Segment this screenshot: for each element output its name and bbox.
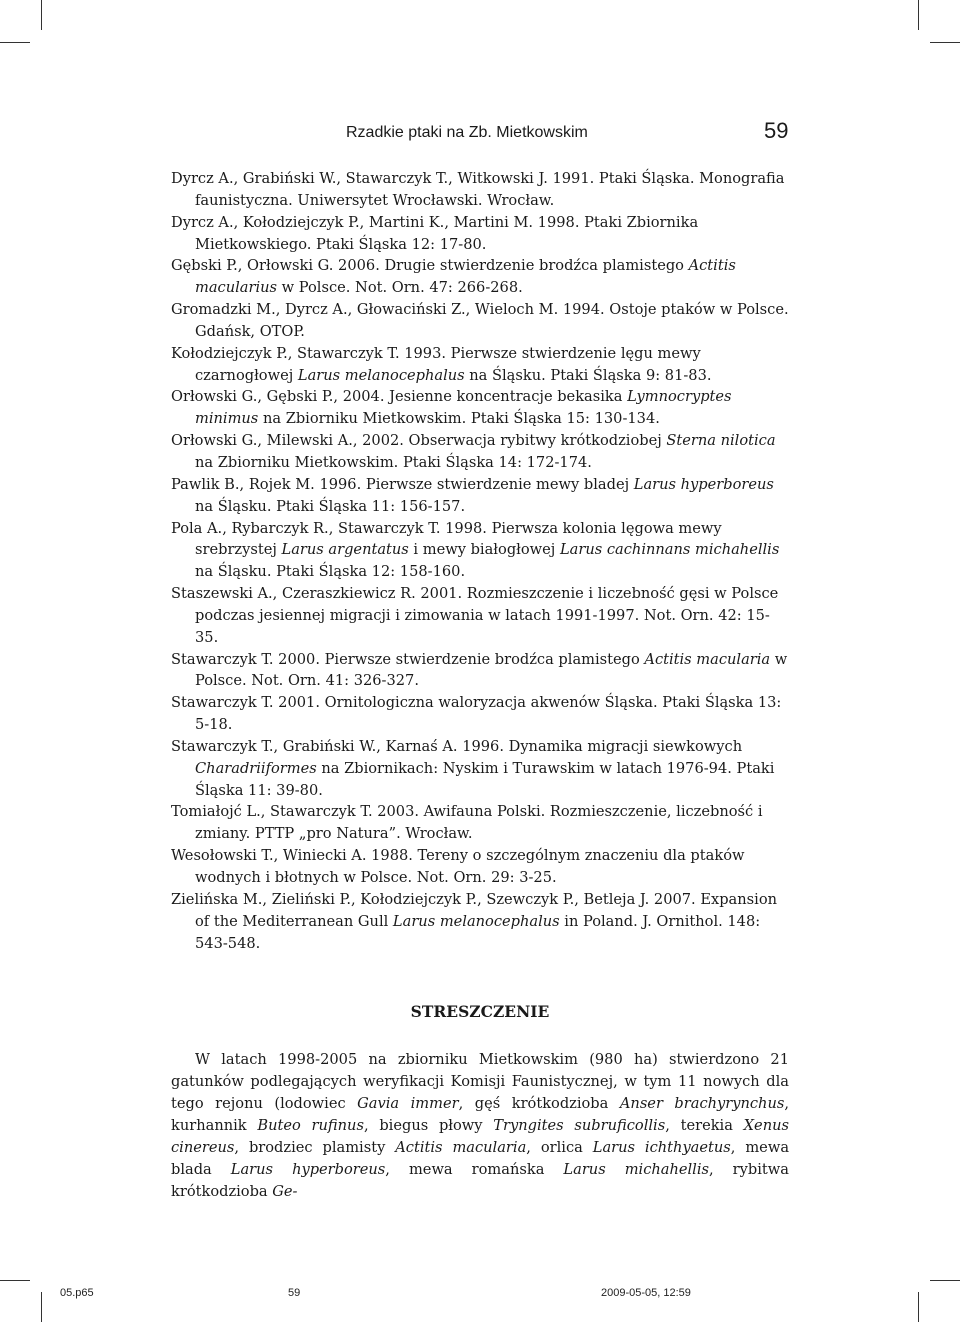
text-run: , biegus płowy <box>363 1117 494 1134</box>
text-run: Staszewski A., Czeraszkiewicz R. 2001. Rozmieszczenie i liczebność gęsi w Polsce podczas jesiennej migracji i zimowania w latach 1991-1997. Not. Orn. 42: 15-35. <box>171 585 779 646</box>
page-number: 59 <box>764 118 789 143</box>
reference-entry <box>171 845 789 889</box>
footer-filename: 05.p65 <box>60 1287 94 1299</box>
text-run: Orłowski G., Milewski A., 2002. Obserwacja rybitwy krótkodziobej <box>171 432 667 450</box>
text-run: Gromadzki M., Dyrcz A., Głowaciński Z., Wieloch M. 1994. Ostoje ptaków w Polsce. Gdańsk, OTOP. <box>171 301 789 340</box>
print-footer <box>0 1284 960 1304</box>
species-name: Buteo rufinus <box>257 1117 364 1134</box>
text-run: Orłowski G., Gębski P., 2004. Jesienne koncentracje bekasika <box>171 388 628 406</box>
text-run: Pawlik B., Rojek M. 1996. Pierwsze stwierdzenie mewy bladej <box>171 475 634 493</box>
crop-mark <box>0 42 30 43</box>
text-run: Stawarczyk T., Grabiński W., Karnaś A. 1996. Dynamika migracji siewkowych <box>171 737 743 755</box>
text-run: w Polsce. Not. Orn. 47: 266-268. <box>277 279 523 297</box>
text-run: Tomiałojć L., Stawarczyk T. 2003. Awifauna Polski. Rozmieszczenie, liczebność i zmiany. PTTP „pro Natura”. Wrocław. <box>171 803 763 843</box>
text-run: na Śląsku. Ptaki Śląska 12: 158-160. <box>195 563 466 581</box>
text-run: , orlica <box>526 1139 593 1156</box>
text-run: , terekia <box>665 1117 744 1134</box>
section-title: STRESZCZENIE <box>410 1002 550 1021</box>
text-run: , rybitwa krótkodzioba <box>171 1161 789 1200</box>
reference-entry <box>171 583 789 649</box>
text-run: , mewa blada <box>171 1139 790 1178</box>
species-name: Anser brachyrynchus <box>619 1095 785 1112</box>
text-run: , kurhannik <box>171 1095 789 1134</box>
text-run: in Poland. J. Ornithol. 148: 543-548. <box>195 912 761 952</box>
text-run: , gęś krótkodzioba <box>458 1095 620 1112</box>
text-run: Dyrcz A., Kołodziejczyk P., Martini K., Martini M. 1998. Ptaki Zbiornika Mietkowskiego. Ptaki Śląska 12: 17-80. <box>171 213 699 253</box>
text-run: Zielińska M., Zieliński P., Kołodziejczyk P., Szewczyk P., Betleja J. 2007. Expansion of the Mediterranean Gull <box>171 890 777 930</box>
text-run: , mewa romańska <box>385 1161 564 1178</box>
crop-mark <box>0 1280 30 1281</box>
reference-entry <box>171 736 789 802</box>
reference-entry <box>171 255 789 299</box>
species-name: Actitis macularius <box>195 257 736 297</box>
text-run: Pola A., Rybarczyk R., Stawarczyk T. 1998. Pierwsza kolonia lęgowa mewy srebrzystej <box>171 519 722 559</box>
species-name: Larus cachinnans michahellis <box>559 541 780 559</box>
text-run: na Zbiornikach: Nyskim i Turawskim w latach 1976-94. Ptaki Śląska 11: 39-80. <box>195 759 775 799</box>
species-name: Larus hyperboreus <box>633 475 774 493</box>
text-run: Dyrcz A., Grabiński W., Stawarczyk T., Witkowski J. 1991. Ptaki Śląska. Monografia faunistyczna. Uniwersytet Wrocławski. Wrocław. <box>171 170 785 209</box>
reference-entry <box>171 168 789 212</box>
species-name: Xenus cinereus <box>171 1117 789 1156</box>
species-name: Actitis macularia <box>644 650 771 668</box>
running-title: Rzadkie ptaki na Zb. Mietkowskim <box>346 124 588 141</box>
text-run: na Śląsku. Ptaki Śląska 9: 81-83. <box>464 366 712 384</box>
reference-list <box>171 168 789 954</box>
crop-mark <box>930 42 960 43</box>
text-run: na Zbiorniku Mietkowskim. Ptaki Śląska 14: 172-174. <box>195 453 592 471</box>
species-name: Sterna nilotica <box>666 432 776 450</box>
species-name: Larus ichthyaetus <box>592 1139 731 1156</box>
footer-timestamp: 2009-05-05, 12:59 <box>601 1287 691 1299</box>
reference-entry <box>171 474 789 518</box>
crop-mark <box>918 0 919 30</box>
species-name: Actitis macularia <box>395 1139 527 1156</box>
reference-entry <box>171 801 789 845</box>
text-run: , brodziec plamisty <box>234 1139 396 1156</box>
reference-entry <box>171 212 789 256</box>
text-run: Wesołowski T., Winiecki A. 1988. Tereny o szczególnym znaczeniu dla ptaków wodnych i błotnych w Polsce. Not. Orn. 29: 3-25. <box>171 847 745 886</box>
text-run: i mewy białogłowej <box>408 541 560 559</box>
crop-mark <box>930 1280 960 1281</box>
species-name: Larus argentatus <box>281 541 409 559</box>
reference-entry <box>171 343 789 387</box>
species-name: Gavia immer <box>357 1095 459 1112</box>
reference-entry <box>171 649 789 693</box>
text-run: Stawarczyk T. 2001. Ornitologiczna waloryzacja akwenów Śląska. Ptaki Śląska 13: 5-18. <box>171 694 782 734</box>
text-run: w Polsce. Not. Orn. 41: 326-327. <box>195 650 788 690</box>
species-name: Larus hyperboreus <box>230 1161 386 1178</box>
species-name: Ge- <box>272 1183 298 1200</box>
species-name: Larus michahellis <box>563 1161 710 1178</box>
reference-entry <box>171 299 789 343</box>
summary-paragraph <box>171 1049 789 1203</box>
species-name: Tryngites subruficollis <box>493 1117 666 1134</box>
species-name: Lymnocryptes minimus <box>195 388 732 428</box>
reference-entry <box>171 386 789 430</box>
footer-page: 59 <box>288 1287 301 1299</box>
text-run: Stawarczyk T. 2000. Pierwsze stwierdzenie brodźca plamistego <box>171 650 645 668</box>
text-run: Kołodziejczyk P., Stawarczyk T. 1993. Pierwsze stwierdzenie lęgu mewy czarnogłowej <box>171 344 701 384</box>
reference-entry <box>171 518 789 584</box>
reference-entry <box>171 889 789 955</box>
reference-entry <box>171 430 789 474</box>
species-name: Charadriiformes <box>195 759 317 777</box>
reference-entry <box>171 692 789 736</box>
text-run: Gębski P., Orłowski G. 2006. Drugie stwierdzenie brodźca plamistego <box>171 257 689 275</box>
text-run: W latach 1998-2005 na zbiorniku Mietkowskim (980 ha) stwierdzono 21 gatunków podlegających weryfikacji Komisji Faunistycznej, w tym 11 nowych dla tego rejonu (lodowiec <box>171 1051 789 1112</box>
text-run: na Zbiorniku Mietkowskim. Ptaki Śląska 15: 130-134. <box>258 410 660 428</box>
crop-mark <box>41 0 42 30</box>
species-name: Larus melanocephalus <box>392 912 560 930</box>
species-name: Larus melanocephalus <box>297 366 465 384</box>
page-header <box>0 118 960 148</box>
text-run: na Śląsku. Ptaki Śląska 11: 156-157. <box>195 497 466 515</box>
